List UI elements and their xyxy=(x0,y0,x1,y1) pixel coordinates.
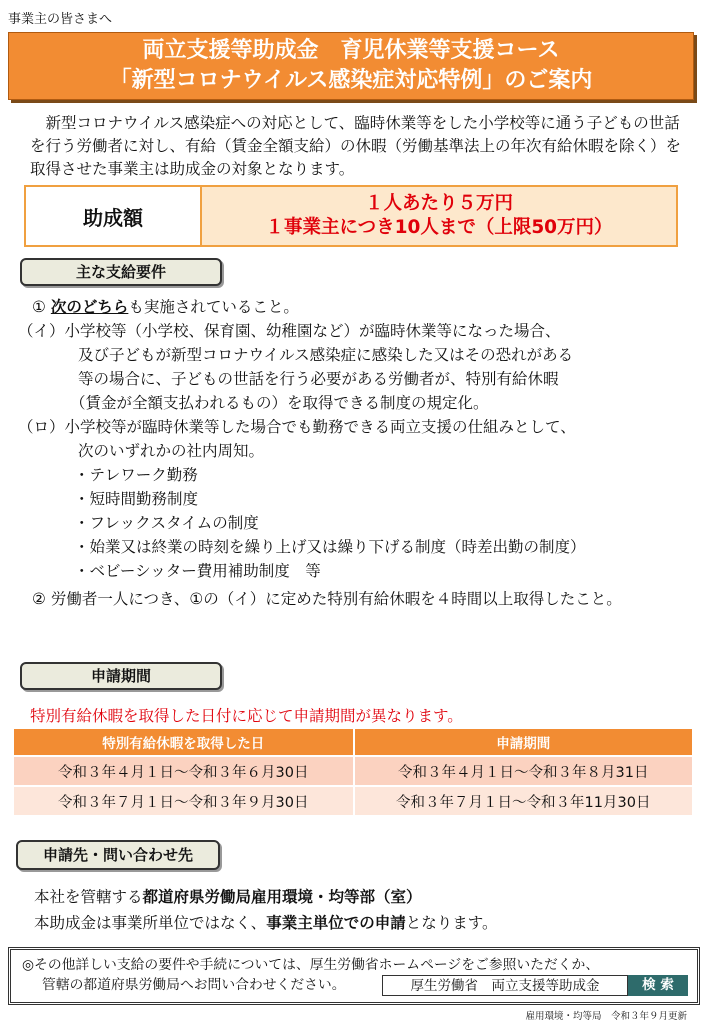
requirement-b-line-1 xyxy=(18,415,692,439)
contact-line-2-tail: となります。 xyxy=(405,914,498,932)
column-header-application-period: 申請期間 xyxy=(354,729,694,756)
column-header-leave-date: 特別有給休暇を取得した日 xyxy=(14,729,354,756)
table-cell: 令和３年７月１日～令和３年11月30日 xyxy=(354,786,694,815)
contact-line-1-text: 本社を管轄する xyxy=(34,888,143,906)
footer-note: 雇用環境・均等局 令和３年９月更新 xyxy=(525,1011,687,1022)
requirement-a-line-3: 等の場合に、子どもの世話を行う必要がある労働者が、特別有給休暇 xyxy=(78,370,559,388)
contact-heading: 申請先・問い合わせ先 xyxy=(16,840,220,870)
requirement-1-number: ① xyxy=(32,298,46,316)
period-note: 特別有給休暇を取得した日付に応じて申請期間が異なります。 xyxy=(30,707,463,725)
requirements-list xyxy=(18,295,692,611)
search-button[interactable]: 検 索 xyxy=(628,975,688,996)
subsidy-amount-label: 助成額 xyxy=(26,187,202,245)
bullet-item: ・始業又は終業の時刻を繰り上げ又は繰り下げる制度（時差出勤の制度） xyxy=(74,538,586,556)
title-banner xyxy=(8,32,694,100)
requirement-2: ② 労働者一人につき、①の（イ）に定めた特別有給休暇を４時間以上取得したこと。 xyxy=(32,590,622,608)
requirement-a-label: （イ） xyxy=(18,322,65,340)
requirement-b-line-2: 次のいずれかの社内周知。 xyxy=(78,442,265,460)
table-cell: 令和３年７月１日～令和３年９月30日 xyxy=(14,786,354,815)
requirement-1 xyxy=(32,295,692,319)
title-line-1: 両立支援等助成金 育児休業等支援コース xyxy=(142,38,560,63)
requirement-1-text: も実施されていること。 xyxy=(128,298,299,316)
contact-section xyxy=(34,884,497,936)
subsidy-amount-line-1: １人あたり５万円 xyxy=(364,193,513,214)
contact-line-1 xyxy=(34,884,497,910)
requirement-b-label: （ロ） xyxy=(18,418,65,436)
search-field[interactable]: 厚生労働省 両立支援等助成金 xyxy=(382,975,628,996)
requirement-a-line-1 xyxy=(18,319,692,343)
subsidy-amount-values xyxy=(202,187,676,245)
table-row xyxy=(14,786,693,815)
requirement-a-line-4: （賃金が全額支払われるもの）を取得できる制度の規定化。 xyxy=(70,394,489,412)
bullet-item: ・テレワーク勤務 xyxy=(74,466,198,484)
requirement-1-emphasis: 次のどちら xyxy=(50,298,129,316)
requirements-heading: 主な支給要件 xyxy=(20,258,222,286)
table-header-row xyxy=(14,729,693,756)
subsidy-amount-line-2: １事業主につき10人まで（上限50万円） xyxy=(265,217,613,238)
period-heading: 申請期間 xyxy=(20,662,222,690)
table-row xyxy=(14,756,693,786)
audience-label: 事業主の皆さまへ xyxy=(8,12,113,27)
bullet-item: ・フレックスタイムの制度 xyxy=(74,514,259,532)
table-cell: 令和３年４月１日～令和３年６月30日 xyxy=(14,756,354,786)
table-cell: 令和３年４月１日～令和３年８月31日 xyxy=(354,756,694,786)
requirement-a-text-1: 小学校等（小学校、保育園、幼稚園など）が臨時休業等になった場合、 xyxy=(64,322,561,340)
subsidy-amount-box xyxy=(24,185,678,247)
more-info-line-2: 管轄の都道府県労働局へお問い合わせください。 xyxy=(42,977,346,993)
application-period-table xyxy=(14,729,694,815)
bullet-item: ・短時間勤務制度 xyxy=(74,490,199,508)
contact-line-2-bold: 事業主単位での申請 xyxy=(266,914,406,932)
intro-paragraph: 新型コロナウイルス感染症への対応として、臨時休業等をした小学校等に通う子どもの世話を行う労働者に対し、有給（賃金全額支給）の休暇（労働基準法上の年次有給休暇を除く）を取得させた事業主は助成金の対象となります。 xyxy=(30,114,682,178)
requirement-a-line-2: 及び子どもが新型コロナウイルス感染症に感染した又はその恐れがある xyxy=(78,346,574,364)
contact-line-2-text: 本助成金は事業所単位ではなく、 xyxy=(34,914,267,932)
requirement-b-text-1: 小学校等が臨時休業等した場合でも勤務できる両立支援の仕組みとして、 xyxy=(64,418,576,436)
more-info-line-1: ◎その他詳しい支給の要件や手続については、厚生労働省ホームページをご参照いただくか、 xyxy=(22,957,600,973)
contact-line-1-bold: 都道府県労働局雇用環境・均等部（室） xyxy=(142,888,422,906)
title-line-2: 「新型コロナウイルス感染症対応特例」のご案内 xyxy=(109,68,593,93)
contact-line-2 xyxy=(34,910,497,936)
bullet-item: ・ベビーシッター費用補助制度 等 xyxy=(74,562,321,580)
